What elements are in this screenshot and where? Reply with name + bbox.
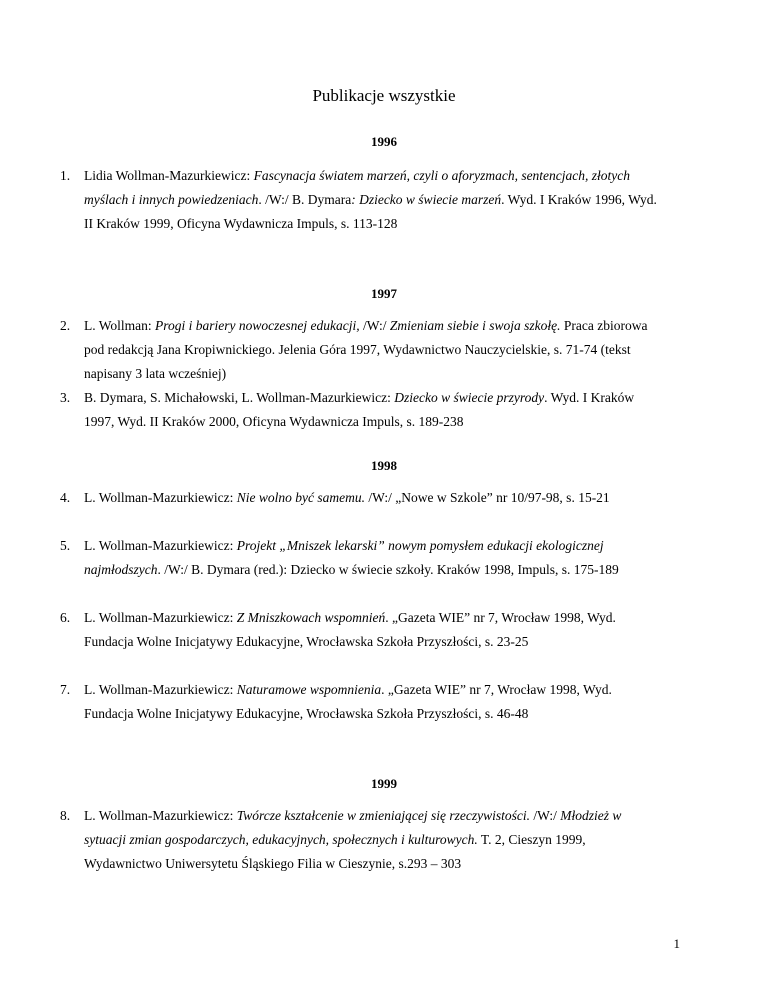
year-heading-1996: 1996 (371, 134, 397, 149)
entry-text: /W:/ (359, 318, 390, 333)
entry-text: . /W:/ B. Dymara (258, 192, 352, 207)
entry-author: L. Wollman-Mazurkiewicz: (84, 808, 237, 823)
entry-author: B. Dymara, S. Michałowski, L. Wollman-Mazurkiewicz: (84, 390, 395, 405)
entry-title: Progi i bariery nowoczesnej edukacji, (155, 318, 360, 333)
entry-number: 4. (60, 490, 71, 505)
entry-book-title: Zmieniam siebie i swoja szkołę. (389, 318, 561, 333)
list-item (60, 314, 664, 386)
entry-author: L. Wollman-Mazurkiewicz: (84, 538, 237, 553)
page-number: 1 (673, 936, 680, 951)
entry-text: . /W:/ B. Dymara (red.): Dziecko w świecie szkoły. Kraków 1998, Impuls, s. 175-189 (157, 562, 619, 577)
list-item (60, 804, 664, 876)
list-item (60, 534, 664, 582)
entry-number: 1. (60, 168, 71, 183)
entry-title: Naturamowe wspomnienia (236, 682, 382, 697)
entry-number: 2. (60, 318, 71, 333)
entry-text: . Wyd. I Kraków 1997, Wyd. II Kraków 2000, Oficyna Wydawnicza Impuls, s. 189-238 (84, 390, 635, 429)
entry-number: 3. (60, 390, 71, 405)
entry-title: Fascynacja światem marzeń, czyli o aforyzmach, sentencjach, złotych myślach i innych powiedzeniach (84, 168, 631, 207)
entry-text: Praca zbiorowa pod redakcją Jana Kropiwnickiego. Jelenia Góra 1997, Wydawnictwo Nauczycielskie, s. 71-74 (tekst napisany 3 lata wcześniej) (84, 318, 648, 381)
list-item (60, 386, 664, 434)
entry-title: Dziecko w świecie przyrody (394, 390, 545, 405)
entry-author: Lidia Wollman-Mazurkiewicz: (84, 168, 254, 183)
list-item (60, 164, 664, 236)
entry-title: Twórcze kształcenie w zmieniającej się rzeczywistości. (236, 808, 530, 823)
entry-number: 7. (60, 682, 71, 697)
entry-title: Nie wolno być samemu. (236, 490, 365, 505)
entry-number: 6. (60, 610, 71, 625)
entry-title: Z Mniszkowach wspomnień (236, 610, 386, 625)
entry-text: . „Gazeta WIE” nr 7, Wrocław 1998, Wyd. Fundacja Wolne Inicjatywy Edukacyjne, Wrocławska Szkoła Przyszłości, s. 46-48 (84, 682, 612, 721)
entry-author: L. Wollman: (84, 318, 156, 333)
year-heading-1999: 1999 (371, 776, 397, 791)
list-item (60, 486, 664, 510)
entry-author: L. Wollman-Mazurkiewicz: (84, 490, 237, 505)
entry-number: 5. (60, 538, 71, 553)
entry-text: . Wyd. I Kraków 1996, Wyd. II Kraków 1999, Oficyna Wydawnicza Impuls, s. 113-128 (84, 192, 657, 231)
entry-book-title: Młodzież w sytuacji zmian gospodarczych, edukacyjnych, społecznych i kulturowych. (84, 808, 622, 847)
entry-text: /W:/ „Nowe w Szkole” nr 10/97-98, s. 15-21 (364, 490, 610, 505)
entry-book-title: : Dziecko w świecie marzeń (351, 192, 502, 207)
year-heading-1998: 1998 (371, 458, 397, 473)
year-heading-1997: 1997 (371, 286, 397, 301)
entry-text: /W:/ (529, 808, 561, 823)
list-item (60, 678, 664, 726)
page-title: Publikacje wszystkie (312, 86, 456, 105)
entry-title: Projekt „Mniszek lekarski” nowym pomysłem edukacji ekologicznej najmłodszych (84, 538, 604, 577)
entry-number: 8. (60, 808, 71, 823)
entry-text: . „Gazeta WIE” nr 7, Wrocław 1998, Wyd. Fundacja Wolne Inicjatywy Edukacyjne, Wrocławska Szkoła Przyszłości, s. 23-25 (84, 610, 616, 649)
list-item (60, 606, 664, 654)
entry-author: L. Wollman-Mazurkiewicz: (84, 682, 237, 697)
entry-author: L. Wollman-Mazurkiewicz: (84, 610, 237, 625)
entry-text: T. 2, Cieszyn 1999, Wydawnictwo Uniwersytetu Śląskiego Filia w Cieszynie, s.293 – 303 (84, 832, 586, 871)
